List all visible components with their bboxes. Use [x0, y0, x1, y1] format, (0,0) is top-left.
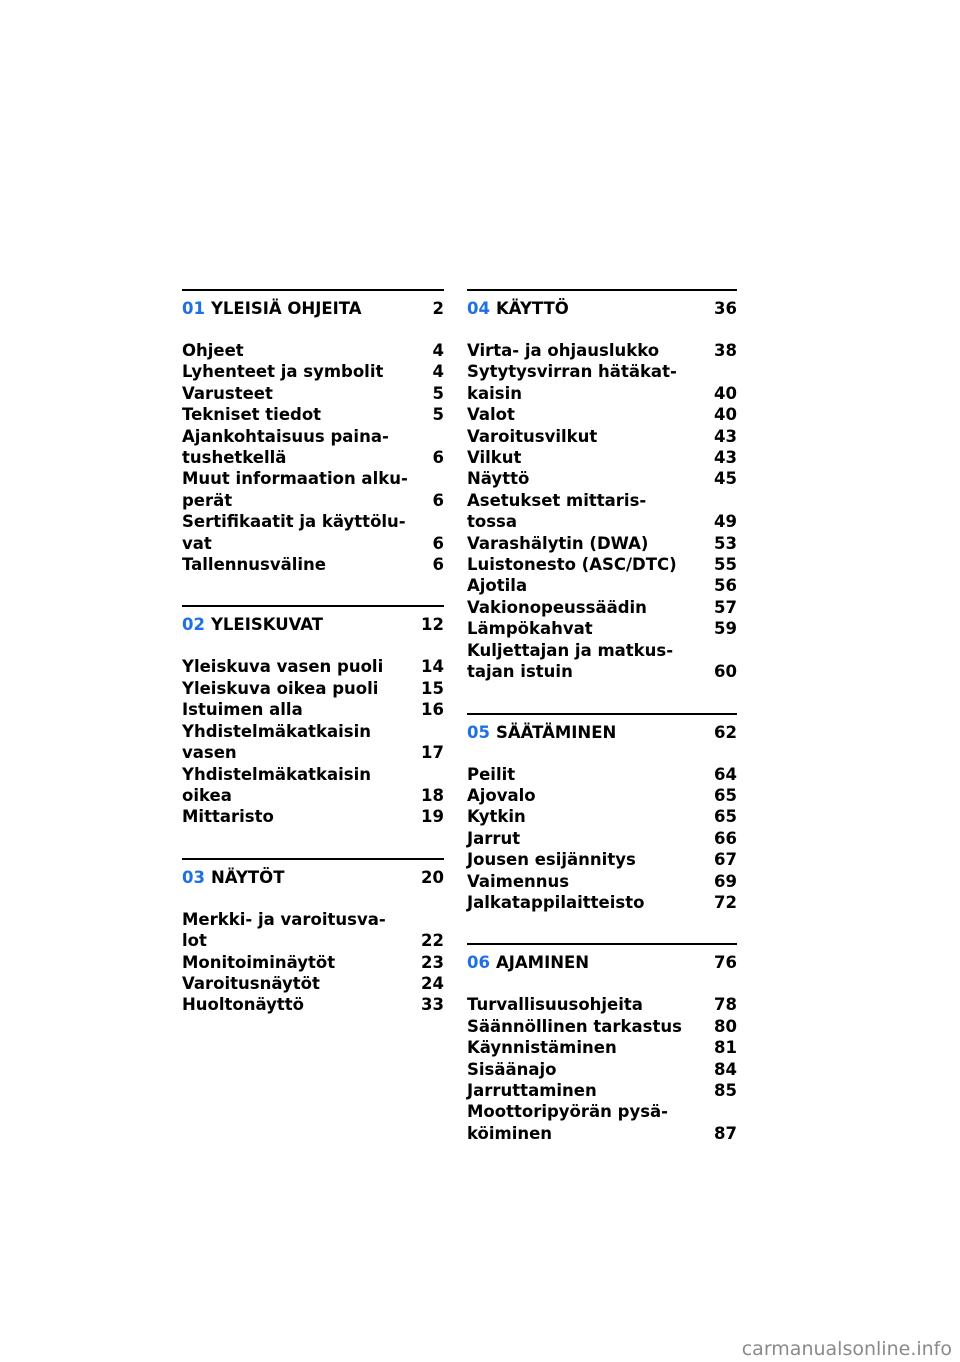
entry-label [182, 909, 414, 952]
toc-section-03 [182, 858, 444, 1016]
entry-label-line: Säännöllinen tarkastus [467, 1016, 682, 1036]
entry-page: 55 [714, 555, 737, 575]
section-page: 20 [421, 867, 444, 887]
entry-page: 40 [714, 405, 737, 425]
toc-entry[interactable] [182, 361, 444, 382]
entry-page: 60 [714, 662, 737, 682]
entry-label-line: Kuljettajan ja matkus- [467, 640, 674, 660]
entry-label-line: Tekniset tiedot [182, 405, 322, 425]
toc-entry[interactable] [182, 656, 444, 677]
section-title: AJAMINEN [495, 953, 590, 973]
section-title-wrap [182, 614, 323, 636]
section-title: YLEISIÄ OHJEITA [210, 299, 362, 318]
entry-label-line: vasen [182, 743, 237, 763]
toc-entry[interactable] [182, 554, 444, 575]
entry-label [467, 597, 707, 618]
entry-label-line: vat [182, 533, 212, 553]
entry-label [467, 1080, 707, 1101]
entry-label [467, 468, 707, 489]
section-number: 06 [467, 953, 490, 973]
entry-page: 40 [714, 383, 737, 403]
entry-label-line: Ajovalo [467, 785, 536, 805]
section-number: 02 [182, 615, 205, 635]
entry-page: 17 [421, 743, 444, 763]
entry-label-line: Asetukset mittaris- [467, 490, 647, 510]
entry-label-line: Vakionopeussäädin [467, 597, 647, 617]
entry-page: 24 [421, 973, 444, 993]
entry-label [467, 1037, 707, 1058]
toc-entry[interactable] [467, 1059, 737, 1080]
entry-label-line: köiminen [467, 1123, 553, 1143]
entry-label-line: Jarrut [467, 828, 521, 848]
section-title: YLEISKUVAT [210, 615, 324, 635]
section-title-wrap [467, 722, 616, 744]
entry-label [467, 871, 707, 892]
entry-label-line: perät [182, 490, 233, 510]
entry-page: 84 [714, 1059, 737, 1079]
entry-label-line: Käynnistäminen [467, 1038, 617, 1058]
toc-entry[interactable] [467, 828, 737, 849]
section-number: 03 [182, 867, 205, 887]
entry-page: 85 [714, 1080, 737, 1100]
toc-entry[interactable] [467, 533, 737, 554]
entry-page: 67 [714, 850, 737, 870]
entry-label-line: tushetkellä [182, 448, 287, 468]
toc-column-right [467, 289, 737, 1174]
entry-label-line: Istuimen alla [182, 700, 303, 720]
toc-section-04 [467, 289, 737, 683]
entry-label-line: Lyhenteet ja symbolit [182, 362, 384, 382]
entry-label-line: Varusteet [182, 383, 273, 403]
section-number: 01 [182, 299, 205, 318]
entry-label-line: Ajankohtaisuus paina- [182, 426, 389, 446]
toc-section-02 [182, 605, 444, 827]
section-page: 2 [432, 299, 444, 318]
toc-section-05 [467, 713, 737, 914]
section-page: 76 [714, 953, 737, 973]
section-page: 36 [714, 299, 737, 318]
entry-label-line: Sisäänajo [467, 1059, 557, 1079]
entry-label-line: Ohjeet [182, 341, 244, 360]
section-page: 62 [714, 722, 737, 742]
entry-page: 43 [714, 448, 737, 468]
entry-label [467, 404, 707, 425]
toc-entry[interactable] [467, 1101, 737, 1144]
entry-label [467, 361, 707, 404]
section-title: KÄYTTÖ [495, 299, 569, 318]
toc-entry[interactable] [467, 404, 737, 425]
entry-label [467, 1059, 707, 1080]
entry-label [467, 828, 707, 849]
toc-entry[interactable] [182, 952, 444, 973]
toc-entry[interactable] [467, 490, 737, 533]
toc-entry[interactable] [182, 468, 444, 511]
section-header[interactable] [467, 943, 737, 974]
entry-label-line: Yleiskuva vasen puoli [182, 657, 384, 677]
entry-page: 5 [432, 405, 444, 425]
section-header[interactable] [182, 858, 444, 889]
entry-label [467, 640, 707, 683]
entry-label [467, 785, 707, 806]
entry-page: 66 [714, 828, 737, 848]
entry-label [182, 952, 414, 973]
entry-label [182, 656, 414, 677]
entry-label [467, 447, 707, 468]
toc-entry[interactable] [467, 340, 737, 361]
entry-label [182, 973, 414, 994]
entry-page: 80 [714, 1016, 737, 1036]
toc-entry[interactable] [467, 597, 737, 618]
entry-label-line: tajan istuin [467, 662, 573, 682]
entry-label-line: Peilit [467, 764, 516, 784]
toc-entry[interactable] [467, 575, 737, 596]
entry-page: 5 [432, 383, 444, 403]
toc-entry[interactable] [467, 426, 737, 447]
toc-entry[interactable] [182, 678, 444, 699]
entry-page: 16 [421, 700, 444, 720]
entry-label [182, 426, 414, 469]
section-title-wrap [467, 952, 589, 974]
entry-page: 4 [432, 362, 444, 382]
entry-page: 23 [421, 952, 444, 972]
entry-label-line: Sytytysvirran hätäkat- [467, 362, 677, 382]
entry-label [182, 678, 414, 699]
toc-entry[interactable] [467, 892, 737, 913]
toc-entry[interactable] [467, 640, 737, 683]
entry-label-line: Muut informaation alku- [182, 469, 408, 489]
section-title-wrap [182, 298, 362, 320]
entry-label-line: Monitoiminäytöt [182, 952, 336, 972]
entry-page: 18 [421, 785, 444, 805]
entry-label-line: Varashälytin (DWA) [467, 533, 649, 553]
entry-label [467, 1101, 707, 1144]
toc-entry[interactable] [182, 404, 444, 425]
entry-page: 22 [421, 931, 444, 951]
toc-entry[interactable] [467, 849, 737, 870]
toc-entry[interactable] [467, 806, 737, 827]
section-title-wrap [182, 867, 284, 889]
entry-label-line: Yleiskuva oikea puoli [182, 678, 379, 698]
entry-label [467, 575, 707, 596]
entry-label-line: Virta- ja ohjauslukko [467, 341, 660, 360]
entry-label-line: Mittaristo [182, 807, 274, 827]
entry-label [182, 994, 414, 1015]
toc-entry[interactable] [467, 361, 737, 404]
toc-entry[interactable] [182, 511, 444, 554]
entry-label-line: Ajotila [467, 576, 528, 596]
toc-entry[interactable] [182, 909, 444, 952]
entry-page: 43 [714, 426, 737, 446]
entry-label [182, 383, 414, 404]
section-header[interactable] [182, 605, 444, 636]
entry-label-line: Sertifikaatit ja käyttölu- [182, 512, 406, 532]
entry-page: 49 [714, 512, 737, 532]
entry-label [467, 994, 707, 1015]
entry-page: 65 [714, 785, 737, 805]
entry-label [182, 468, 414, 511]
entry-label [467, 806, 707, 827]
entry-label-line: Vaimennus [467, 871, 570, 891]
toc-entry[interactable] [182, 806, 444, 827]
toc-entry[interactable] [467, 618, 737, 639]
toc-entry[interactable] [467, 1037, 737, 1058]
entry-page: 59 [714, 619, 737, 639]
toc-entry[interactable] [467, 1016, 737, 1037]
section-header[interactable] [467, 713, 737, 744]
entry-label [467, 340, 707, 361]
section-number: 05 [467, 722, 490, 742]
entry-label [182, 361, 414, 382]
entry-label-line: kaisin [467, 383, 522, 403]
entry-page: 72 [714, 892, 737, 912]
entry-page: 57 [714, 597, 737, 617]
entry-label-line: Varoitusvilkut [467, 426, 598, 446]
entry-label [182, 764, 414, 807]
entry-page: 6 [432, 555, 444, 575]
watermark-footer: carmanualsonline.info [741, 1338, 952, 1360]
entry-page: 81 [714, 1038, 737, 1058]
entry-label-line: Jarruttaminen [467, 1080, 597, 1100]
entry-page: 45 [714, 469, 737, 489]
section-header[interactable] [182, 289, 444, 320]
entry-page: 15 [421, 678, 444, 698]
toc-entry[interactable] [182, 721, 444, 764]
toc-entry[interactable] [182, 340, 444, 361]
entry-label [467, 533, 707, 554]
entry-page: 6 [432, 533, 444, 553]
entry-page: 19 [421, 807, 444, 827]
entry-label [182, 404, 414, 425]
entry-label-line: Huoltonäyttö [182, 995, 305, 1015]
toc-entry[interactable] [467, 554, 737, 575]
entry-label [182, 511, 414, 554]
entry-label [467, 554, 707, 575]
entry-label-line: tossa [467, 512, 517, 532]
entry-page: 56 [714, 576, 737, 596]
entry-label [182, 806, 414, 827]
toc-section-06 [467, 943, 737, 1144]
entry-label [467, 764, 707, 785]
toc-entry[interactable] [467, 994, 737, 1015]
section-title: SÄÄTÄMINEN [495, 722, 617, 742]
entry-label-line: Yhdistelmäkatkaisin [182, 721, 372, 741]
entry-label [467, 1016, 707, 1037]
toc-entry[interactable] [182, 383, 444, 404]
entry-label-line: Valot [467, 405, 515, 425]
toc-entry[interactable] [182, 426, 444, 469]
entry-label-line: Lämpökahvat [467, 619, 593, 639]
entry-label-line: Vilkut [467, 448, 522, 468]
entry-page: 87 [714, 1123, 737, 1143]
toc-entry[interactable] [467, 468, 737, 489]
entry-label-line: Kytkin [467, 807, 526, 827]
section-title-wrap [467, 298, 569, 320]
toc-section-01 [182, 289, 444, 575]
entry-page: 64 [714, 764, 737, 784]
entry-label [182, 554, 414, 575]
entry-label-line: Varoitusnäytöt [182, 973, 320, 993]
entry-page: 14 [421, 657, 444, 677]
entry-page: 33 [421, 995, 444, 1015]
entry-label [182, 340, 414, 361]
entry-page: 78 [714, 995, 737, 1015]
entry-label-line: Jalkatappilaitteisto [467, 892, 645, 912]
entry-label [467, 892, 707, 913]
entry-label-line: oikea [182, 785, 232, 805]
toc-column-left [182, 289, 444, 1046]
entry-label-line: Merkki- ja varoitusva- [182, 909, 386, 929]
entry-label-line: Näyttö [467, 469, 530, 489]
toc-entry[interactable] [182, 973, 444, 994]
entry-page: 4 [432, 341, 444, 360]
entry-label-line: Jousen esijännitys [467, 850, 636, 870]
toc-entry[interactable] [467, 764, 737, 785]
toc-entry[interactable] [467, 785, 737, 806]
toc-entry[interactable] [467, 1080, 737, 1101]
toc-entry[interactable] [467, 447, 737, 468]
toc-entry[interactable] [182, 994, 444, 1015]
entry-label-line: Yhdistelmäkatkaisin [182, 764, 372, 784]
entry-page: 65 [714, 807, 737, 827]
section-number: 04 [467, 299, 490, 318]
entry-page: 53 [714, 533, 737, 553]
entry-page: 38 [714, 341, 737, 360]
entry-label [467, 426, 707, 447]
toc-entry[interactable] [182, 699, 444, 720]
section-page: 12 [421, 615, 444, 635]
entry-label [182, 699, 414, 720]
toc-entry[interactable] [467, 871, 737, 892]
entry-page: 6 [432, 448, 444, 468]
entry-label [467, 490, 707, 533]
entry-label-line: Moottoripyörän pysä- [467, 1102, 669, 1122]
entry-label-line: lot [182, 931, 207, 951]
toc-entry[interactable] [182, 764, 444, 807]
entry-label [467, 849, 707, 870]
entry-page: 6 [432, 490, 444, 510]
entry-label [467, 618, 707, 639]
section-header[interactable] [467, 289, 737, 320]
entry-label [182, 721, 414, 764]
entry-page: 69 [714, 871, 737, 891]
entry-label-line: Luistonesto (ASC/DTC) [467, 555, 677, 575]
section-title: NÄYTÖT [210, 867, 285, 887]
entry-label-line: Tallennusväline [182, 555, 326, 575]
entry-label-line: Turvallisuusohjeita [467, 995, 643, 1015]
